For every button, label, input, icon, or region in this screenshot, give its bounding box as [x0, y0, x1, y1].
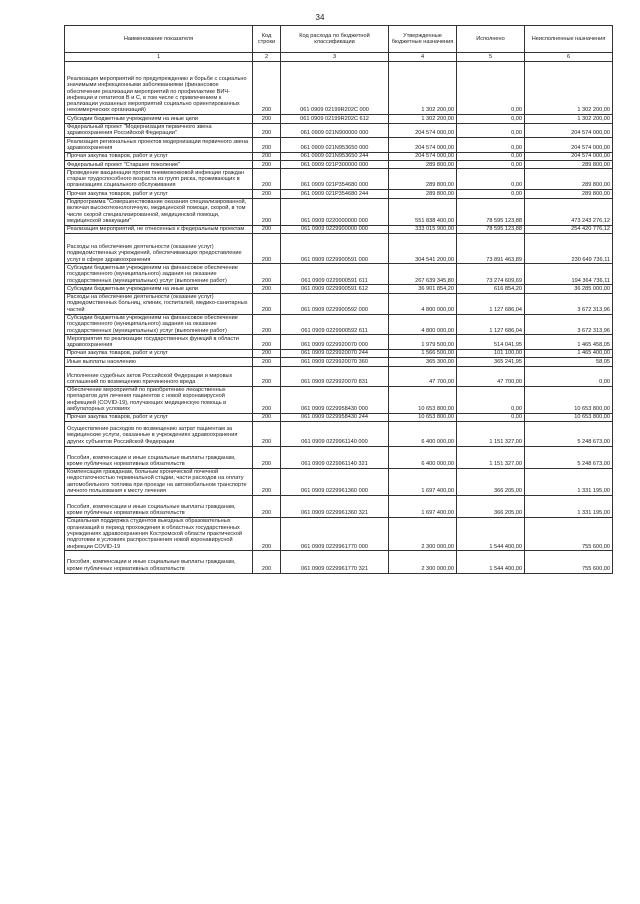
- row-name: Пособия, компенсации и иные социальные выплаты гражданам, кроме публичных нормативных обязательств: [65, 495, 253, 517]
- row-kbk: 061 0909 0229920070 360: [281, 358, 389, 366]
- row-approved: 10 653 800,00: [389, 386, 457, 413]
- table-row: [65, 123, 613, 138]
- row-code: 200: [253, 468, 281, 495]
- row-kbk: 061 0909 0229900591 611: [281, 264, 389, 285]
- row-kbk: 061 0909 021P354680 000: [281, 169, 389, 190]
- row-kbk: 061 0909 0229900591 612: [281, 285, 389, 293]
- row-code: 200: [253, 413, 281, 421]
- column-number: 4: [389, 53, 457, 62]
- row-executed: 514 041,95: [457, 335, 525, 350]
- table-row: [65, 517, 613, 550]
- table-row: [65, 161, 613, 169]
- row-code: 200: [253, 198, 281, 225]
- row-kbk: 061 0909 021N900000 000: [281, 123, 389, 138]
- column-number: 6: [525, 53, 613, 62]
- row-executed: 1 127 686,04: [457, 314, 525, 335]
- row-executed: 0,00: [457, 123, 525, 138]
- table-row: [65, 264, 613, 285]
- row-name: Исполнение судебных актов Российской Федерации и мировых соглашений по возмещению причиненного вреда: [65, 366, 253, 386]
- row-code: 200: [253, 264, 281, 285]
- row-approved: 204 574 000,00: [389, 123, 457, 138]
- row-kbk: 061 0909 0229958430 000: [281, 386, 389, 413]
- table-row: [65, 335, 613, 350]
- row-code: 200: [253, 551, 281, 573]
- row-kbk: 061 0909 0229900591 000: [281, 234, 389, 264]
- row-approved: 36 901 854,20: [389, 285, 457, 293]
- column-number: 2: [253, 53, 281, 62]
- row-name: Осуществление расходов по возмещению затрат пациентам за медицинские услуги, оказанные в учреждениях здравоохранения других субъектов Российской Федерации: [65, 422, 253, 446]
- row-code: 200: [253, 123, 281, 138]
- row-executed: 1 544 400,00: [457, 551, 525, 573]
- row-kbk: 061 0909 0229920070 244: [281, 349, 389, 357]
- row-name: Обеспечение мероприятий по приобретению лекарственных препаратов для лечения пациентов с новой коронавирусной инфекцией (COVID-19), получающих медицинскую помощь в амбулаторных условиях: [65, 386, 253, 413]
- row-executed: 0,00: [457, 62, 525, 115]
- row-executed: 0,00: [457, 190, 525, 198]
- row-kbk: 061 0909 0229961770 321: [281, 551, 389, 573]
- row-unexecuted: 3 672 313,96: [525, 293, 613, 314]
- row-approved: 204 574 000,00: [389, 152, 457, 160]
- row-unexecuted: 1 331 195,00: [525, 468, 613, 495]
- table-row: [65, 349, 613, 357]
- row-executed: 616 854,20: [457, 285, 525, 293]
- header-name: Наименование показателя: [65, 26, 253, 53]
- row-code: 200: [253, 152, 281, 160]
- row-approved: 6 400 000,00: [389, 422, 457, 446]
- row-unexecuted: 5 248 673,00: [525, 446, 613, 468]
- row-kbk: 061 0909 021N953650 000: [281, 138, 389, 153]
- table-row: [65, 62, 613, 115]
- row-code: 200: [253, 446, 281, 468]
- table-row: [65, 152, 613, 160]
- row-approved: 551 838 400,00: [389, 198, 457, 225]
- row-code: 200: [253, 349, 281, 357]
- row-executed: 1 544 400,00: [457, 517, 525, 550]
- row-name: Пособия, компенсации и иные социальные выплаты гражданам, кроме публичных нормативных обязательств: [65, 551, 253, 573]
- row-name: Проведение вакцинации против пневмококковой инфекции граждан старше трудоспособного возраста из групп риска, проживающих в организациях социального обслуживания: [65, 169, 253, 190]
- row-kbk: 061 0909 021P300000 000: [281, 161, 389, 169]
- header-code: Код строки: [253, 26, 281, 53]
- row-kbk: 061 0909 0229920070 000: [281, 335, 389, 350]
- row-executed: 0,00: [457, 115, 525, 123]
- row-approved: 1 566 500,00: [389, 349, 457, 357]
- row-approved: 204 574 000,00: [389, 138, 457, 153]
- table-row: [65, 115, 613, 123]
- row-approved: 267 639 345,80: [389, 264, 457, 285]
- row-kbk: 061 0909 02199R202C 612: [281, 115, 389, 123]
- row-code: 200: [253, 138, 281, 153]
- row-approved: 4 800 000,00: [389, 293, 457, 314]
- row-code: 200: [253, 285, 281, 293]
- row-code: 200: [253, 190, 281, 198]
- table-row: [65, 293, 613, 314]
- row-name: Расходы на обеспечение деятельности (оказание услуг) подведомственных учреждений, обеспечивающих предоставление услуг в сфере здравоохранения: [65, 234, 253, 264]
- row-kbk: 061 0909 0229961360 000: [281, 468, 389, 495]
- row-executed: 0,00: [457, 413, 525, 421]
- row-name: Социальная поддержка студентов выездных образовательных организаций в период прохождения в областных государственных учреждениях здравоохранения Костромской области практической подготовки в условиях распространения новой коронавирусной инфекции COVID-19: [65, 517, 253, 550]
- row-unexecuted: 0,00: [525, 366, 613, 386]
- row-unexecuted: 755 600,00: [525, 551, 613, 573]
- column-number: 3: [281, 53, 389, 62]
- row-approved: 1 979 500,00: [389, 335, 457, 350]
- row-kbk: 061 0909 0229961140 321: [281, 446, 389, 468]
- page-number: 34: [315, 13, 325, 22]
- row-executed: 73 891 463,89: [457, 234, 525, 264]
- table-row: [65, 314, 613, 335]
- row-executed: 0,00: [457, 161, 525, 169]
- header-row: [65, 26, 613, 53]
- row-name: Субсидии бюджетным учреждениям на иные цели: [65, 285, 253, 293]
- row-approved: 304 541 200,00: [389, 234, 457, 264]
- table-row: [65, 198, 613, 225]
- row-kbk: 061 0909 0229958430 244: [281, 413, 389, 421]
- row-unexecuted: 254 420 776,12: [525, 225, 613, 233]
- table-body: [65, 62, 613, 574]
- row-unexecuted: 755 600,00: [525, 517, 613, 550]
- row-approved: 1 697 400,00: [389, 495, 457, 517]
- row-unexecuted: 204 574 000,00: [525, 123, 613, 138]
- row-kbk: 061 0909 021N953650 244: [281, 152, 389, 160]
- row-kbk: 061 0909 0220000000 000: [281, 198, 389, 225]
- row-code: 200: [253, 335, 281, 350]
- table-row: [65, 225, 613, 233]
- column-number-row: [65, 53, 613, 62]
- row-executed: 0,00: [457, 138, 525, 153]
- row-code: 200: [253, 358, 281, 366]
- row-approved: 4 800 000,00: [389, 314, 457, 335]
- row-name: Федеральный проект "Модернизация первичного звена здравоохранения Российской Федерации": [65, 123, 253, 138]
- row-approved: 2 300 000,00: [389, 517, 457, 550]
- row-kbk: 061 0909 0229961770 000: [281, 517, 389, 550]
- row-kbk: 061 0909 0229900000 000: [281, 225, 389, 233]
- row-executed: 366 205,00: [457, 468, 525, 495]
- table-row: [65, 551, 613, 573]
- row-name: Иные выплаты населению: [65, 358, 253, 366]
- header-executed: Исполнено: [457, 26, 525, 53]
- row-name: Расходы на обеспечение деятельности (оказание услуг) подведомственных больниц, клиник, госпиталей, медико-санитарных частей: [65, 293, 253, 314]
- row-code: 200: [253, 234, 281, 264]
- table-row: [65, 468, 613, 495]
- table-row: [65, 422, 613, 446]
- row-name: Реализация мероприятий, не отнесенных к федеральным проектам: [65, 225, 253, 233]
- row-code: 200: [253, 422, 281, 446]
- row-name: Мероприятия по реализации государственных функций в области здравоохранения: [65, 335, 253, 350]
- row-unexecuted: 1 302 200,00: [525, 62, 613, 115]
- budget-execution-table: [64, 25, 613, 574]
- row-executed: 73 274 609,69: [457, 264, 525, 285]
- row-code: 200: [253, 115, 281, 123]
- row-name: Субсидии бюджетным учреждениям на финансовое обеспечение государственного (муниципального) задания на оказание государственных (муниципальных) услуг (выполнение работ): [65, 264, 253, 285]
- table-row: [65, 366, 613, 386]
- row-code: 200: [253, 517, 281, 550]
- row-unexecuted: 5 248 673,00: [525, 422, 613, 446]
- header-approved: Утвержденные бюджетные назначения: [389, 26, 457, 53]
- row-unexecuted: 194 364 736,11: [525, 264, 613, 285]
- row-kbk: 061 0909 02199R202C 000: [281, 62, 389, 115]
- row-code: 200: [253, 293, 281, 314]
- row-unexecuted: 3 672 313,96: [525, 314, 613, 335]
- row-executed: 78 595 123,88: [457, 225, 525, 233]
- row-name: Реализация региональных проектов модернизации первичного звена здравоохранения: [65, 138, 253, 153]
- row-approved: 6 400 000,00: [389, 446, 457, 468]
- row-name: Прочая закупка товаров, работ и услуг: [65, 190, 253, 198]
- row-unexecuted: 1 465 400,00: [525, 349, 613, 357]
- row-kbk: 061 0909 0229920070 831: [281, 366, 389, 386]
- row-name: Реализация мероприятий по предупреждению и борьбе с социально значимыми инфекционными заболеваниями (финансовое обеспечение реализации мероприятий по профилактике ВИЧ- инфекции и гепатитов В и С, в том числе с привлечением к реализации указанных мероприятий социально ориентированных некоммерческих организаций): [65, 62, 253, 115]
- row-kbk: 061 0909 0229900592 611: [281, 314, 389, 335]
- row-unexecuted: 36 285 000,00: [525, 285, 613, 293]
- row-approved: 289 800,00: [389, 161, 457, 169]
- row-unexecuted: 1 331 195,00: [525, 495, 613, 517]
- row-unexecuted: 473 243 276,12: [525, 198, 613, 225]
- row-unexecuted: 204 574 000,00: [525, 138, 613, 153]
- row-unexecuted: 58,05: [525, 358, 613, 366]
- row-executed: 47 700,00: [457, 366, 525, 386]
- row-code: 200: [253, 169, 281, 190]
- row-kbk: 061 0909 0229900592 000: [281, 293, 389, 314]
- row-name: Прочая закупка товаров, работ и услуг: [65, 349, 253, 357]
- row-approved: 289 800,00: [389, 190, 457, 198]
- header-unexecuted: Неисполненные назначения: [525, 26, 613, 53]
- row-name: Подпрограмма "Совершенствование оказания специализированной, включая высокотехнологичную, медицинской помощи, скорой, в том числе скорой специализированной, медицинской помощи, медицинской эвакуации": [65, 198, 253, 225]
- row-name: Федеральный проект "Старшее поколение": [65, 161, 253, 169]
- row-name: Пособия, компенсации и иные социальные выплаты гражданам, кроме публичных нормативных обязательств: [65, 446, 253, 468]
- row-executed: 78 595 123,88: [457, 198, 525, 225]
- row-code: 200: [253, 386, 281, 413]
- row-approved: 1 302 200,00: [389, 115, 457, 123]
- row-approved: 1 697 400,00: [389, 468, 457, 495]
- row-executed: 101 100,00: [457, 349, 525, 357]
- row-name: Прочая закупка товаров, работ и услуг: [65, 152, 253, 160]
- row-executed: 1 151 327,00: [457, 446, 525, 468]
- row-approved: 289 800,00: [389, 169, 457, 190]
- row-executed: 0,00: [457, 169, 525, 190]
- row-kbk: 061 0909 0229961360 321: [281, 495, 389, 517]
- row-executed: 366 205,00: [457, 495, 525, 517]
- row-name: Субсидии бюджетным учреждениям на иные цели: [65, 115, 253, 123]
- row-approved: 47 700,00: [389, 366, 457, 386]
- row-unexecuted: 10 653 800,00: [525, 386, 613, 413]
- row-executed: 1 127 686,04: [457, 293, 525, 314]
- row-unexecuted: 1 465 458,05: [525, 335, 613, 350]
- row-code: 200: [253, 225, 281, 233]
- table-row: [65, 285, 613, 293]
- row-approved: 365 300,00: [389, 358, 457, 366]
- row-approved: 2 300 000,00: [389, 551, 457, 573]
- row-executed: 0,00: [457, 152, 525, 160]
- row-code: 200: [253, 495, 281, 517]
- table-row: [65, 190, 613, 198]
- row-kbk: 061 0909 0229961140 000: [281, 422, 389, 446]
- column-number: 5: [457, 53, 525, 62]
- table-row: [65, 413, 613, 421]
- row-code: 200: [253, 314, 281, 335]
- row-executed: 0,00: [457, 386, 525, 413]
- table-row: [65, 358, 613, 366]
- row-unexecuted: 289 800,00: [525, 190, 613, 198]
- row-name: Субсидии бюджетным учреждениям на финансовое обеспечение государственного (муниципального) задания на оказание государственных (муниципальных) услуг (выполнение работ): [65, 314, 253, 335]
- row-name: Компенсация гражданам, больным хронической почечной недостаточностью терминальной стадии, части расходов на оплату автомобильного топлива при проезде на автомобильном транспорте личного пользования к месту лечения: [65, 468, 253, 495]
- table-row: [65, 446, 613, 468]
- header-kbk: Код расхода по бюджетной классификации: [281, 26, 389, 53]
- row-unexecuted: 10 653 800,00: [525, 413, 613, 421]
- row-code: 200: [253, 161, 281, 169]
- column-number: 1: [65, 53, 253, 62]
- row-approved: 333 015 900,00: [389, 225, 457, 233]
- row-code: 200: [253, 366, 281, 386]
- row-kbk: 061 0909 021P354680 244: [281, 190, 389, 198]
- table-row: [65, 495, 613, 517]
- row-unexecuted: 289 800,00: [525, 161, 613, 169]
- row-code: 200: [253, 62, 281, 115]
- row-approved: 10 653 800,00: [389, 413, 457, 421]
- row-executed: 365 241,95: [457, 358, 525, 366]
- table-row: [65, 138, 613, 153]
- row-unexecuted: 230 649 736,11: [525, 234, 613, 264]
- row-unexecuted: 289 800,00: [525, 169, 613, 190]
- row-unexecuted: 204 574 000,00: [525, 152, 613, 160]
- row-executed: 1 151 327,00: [457, 422, 525, 446]
- table-row: [65, 234, 613, 264]
- row-name: Прочая закупка товаров, работ и услуг: [65, 413, 253, 421]
- table-row: [65, 386, 613, 413]
- row-approved: 1 302 200,00: [389, 62, 457, 115]
- row-unexecuted: 1 302 200,00: [525, 115, 613, 123]
- table-row: [65, 169, 613, 190]
